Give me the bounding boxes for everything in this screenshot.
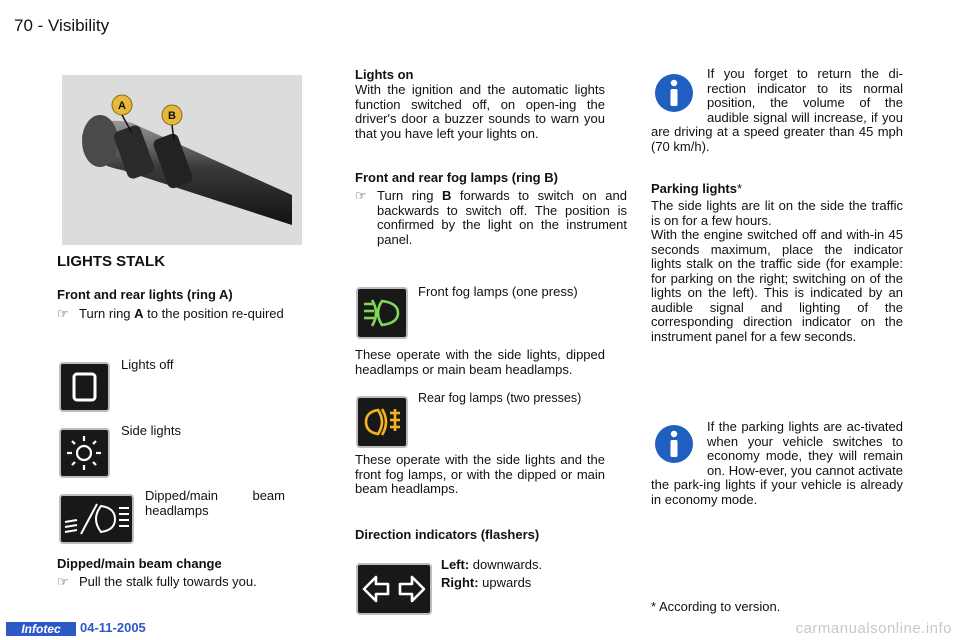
parking-lights-heading: Parking lights* [651,181,743,196]
fog-lamps-instruction: ☞ Turn ring B forwards to switch on and backwards to switch off. The position is confirmed by the light on the instrument panel. [355,188,627,247]
parking-lights-text-2: With the engine switched off and with-in 45 seconds maximum, place the indicator lights stalk on the traffic side (for example: for parking on the right; switching on of the lights on the left). This is indicated by an audible signal and lighting of the corresponding direction indicator on the instrument panel for a few seconds. [651,227,903,344]
watermark: carmanualsonline.info [795,620,952,637]
direction-reminder-note: If you forget to return the di-rection indicator to its normal position, the volume of the audible signal will increase, if you are driving at a speed greater than 45 mph (70 km/h). [651,66,903,154]
parking-lights-text-1: The side lights are lit on the side the traffic is on for a few hours. [651,198,903,228]
pointing-hand-icon: ☞ [57,574,69,589]
side-lights-icon [59,428,110,478]
infotec-logo: Infotec [6,622,76,636]
economy-mode-note: If the parking lights are ac-tivated when your vehicle switches to economy mode, they will remain on. How-ever, you cannot activate the park-ing lights if your vehicle is already in economy mode. [651,419,903,507]
print-date: 04-11-2005 [80,620,146,635]
direction-indicators-heading: Direction indicators (flashers) [355,527,540,542]
pointing-hand-icon: ☞ [355,188,367,203]
lights-on-heading: Lights on [355,67,414,82]
rear-fog-label: Rear fog lamps (two presses) [418,391,582,405]
pointing-hand-icon: ☞ [57,306,69,321]
beam-change-heading: Dipped/main beam change [57,556,222,571]
ring-a-instruction: ☞ Turn ring A to the position re-quired [57,306,284,321]
front-fog-label: Front fog lamps (one press) [418,284,578,299]
stalk-label-b: B [168,110,176,122]
lights-stalk-image [62,75,302,245]
left-indicator-text: Left: downwards. [441,557,543,572]
front-fog-lamp-icon [356,287,408,339]
front-fog-text: These operate with the side lights, dipped headlamps or main beam headlamps. [355,347,605,377]
footnote: * According to version. [651,599,781,614]
direction-indicators-icon [356,563,432,615]
stalk-label-a: A [118,100,126,112]
lights-off-icon [59,362,110,412]
lights-off-label: Lights off [121,357,174,372]
fog-lamps-heading: Front and rear fog lamps (ring B) [355,170,558,185]
dipped-main-beam-icon [59,494,134,544]
side-lights-label: Side lights [121,423,181,438]
lights-stalk-heading: LIGHTS STALK [57,253,166,270]
page-title: 70 - Visibility [14,16,110,35]
rear-fog-text: These operate with the side lights and the front fog lamps, or with the dipped or main beam headlamps. [355,452,605,496]
lights-on-text: With the ignition and the automatic lights function switched off, on open-ing the driver's door a buzzer sounds to warn you that you have left your lights on. [355,82,605,141]
right-arrow-icon [400,577,424,601]
dipped-main-label: Dipped/main beam headlamps [145,488,285,518]
right-indicator-text: Right: upwards [441,575,532,590]
ring-a-heading: Front and rear lights (ring A) [57,287,233,302]
left-arrow-icon [364,577,388,601]
lights-stalk-illustration [62,75,302,245]
rear-fog-lamp-icon [356,396,408,448]
beam-change-instruction: ☞ Pull the stalk fully towards you. [57,574,257,589]
